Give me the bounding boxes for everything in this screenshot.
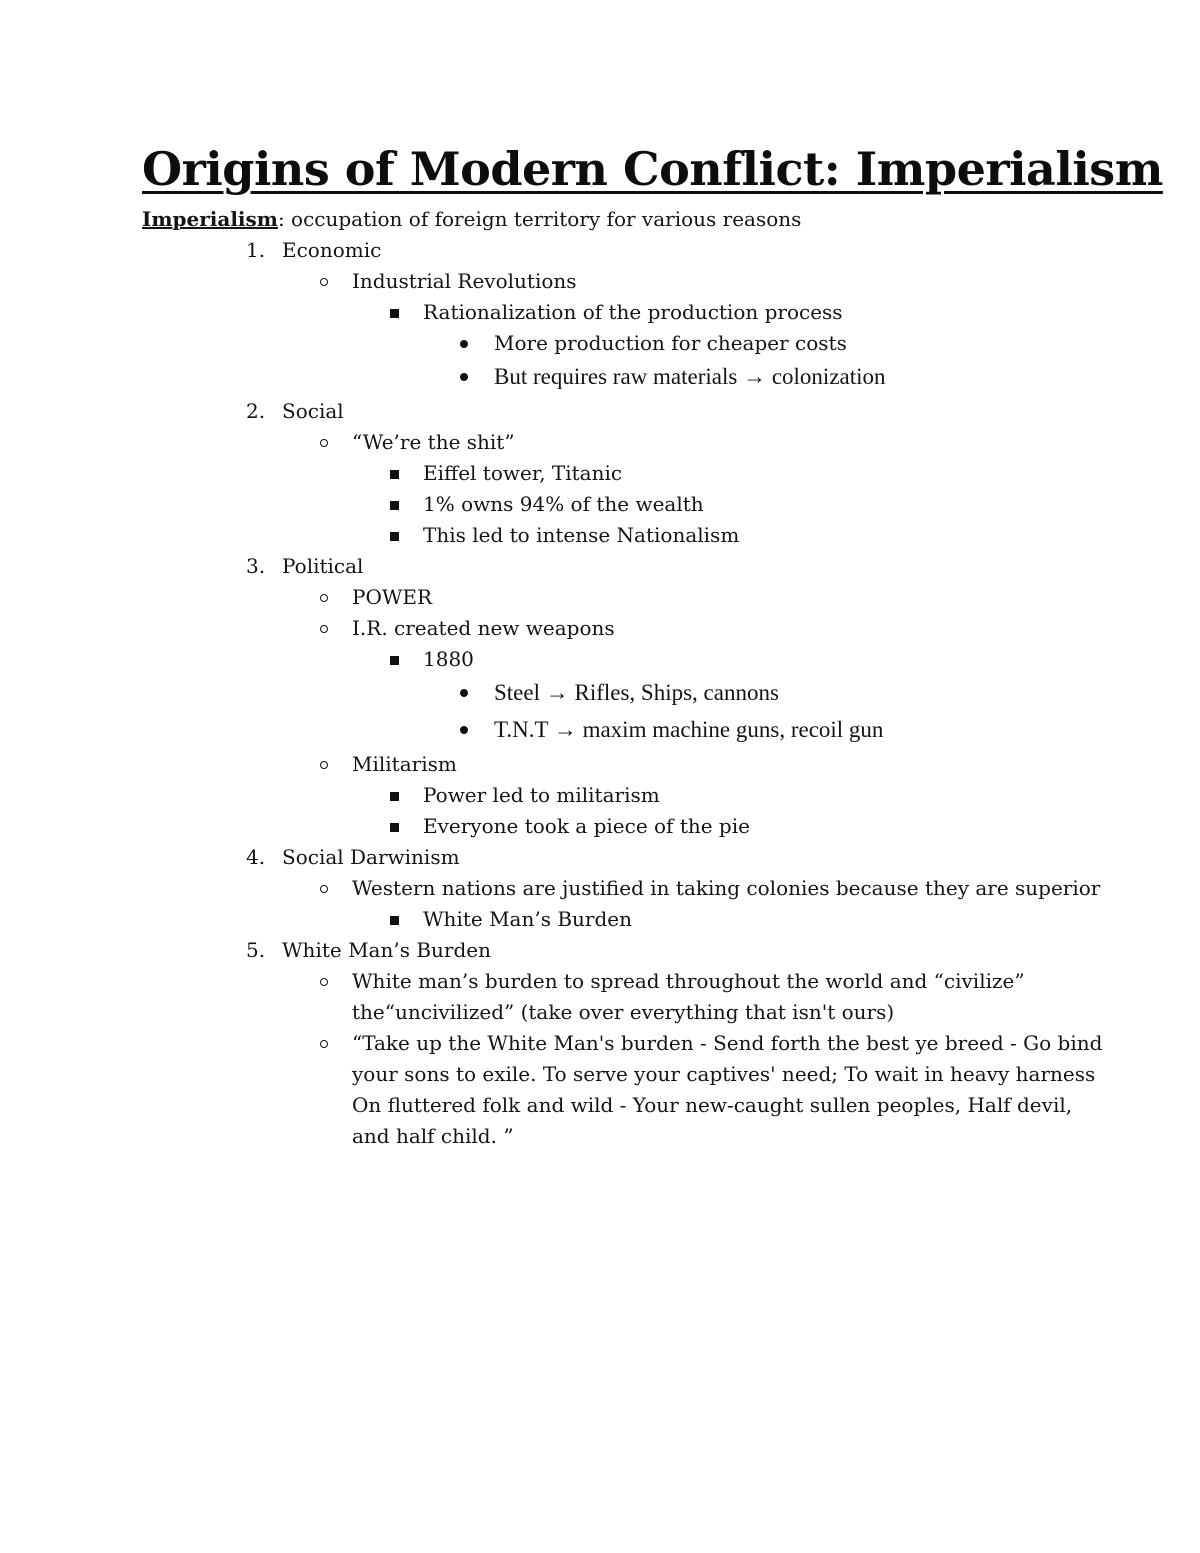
list-item: Eiffel tower, Titanic [423, 461, 623, 485]
section-number: 5. [246, 938, 266, 962]
section-number: 4. [246, 845, 266, 869]
square-bullet-icon [390, 501, 399, 510]
section-number: 1. [246, 238, 266, 262]
list-item: But requires raw materials → colonization [494, 364, 886, 389]
list-item: Steel → Rifles, Ships, cannons [494, 680, 779, 705]
list-item: Militarism [352, 752, 457, 776]
square-bullet-icon [390, 532, 399, 541]
hollow-circle-bullet-icon [320, 278, 328, 286]
definition-term: Imperialism [142, 207, 278, 231]
square-bullet-icon [390, 309, 399, 318]
list-item-line: your sons to exile. To serve your captives' need; To wait in heavy harness [352, 1062, 1096, 1086]
dot-bullet-icon [460, 373, 468, 381]
list-item: This led to intense Nationalism [423, 523, 740, 547]
hollow-circle-bullet-icon [320, 761, 328, 769]
list-item-line: and half child. ” [352, 1124, 514, 1148]
list-item: Rationalization of the production process [423, 300, 843, 324]
definition-text: : occupation of foreign territory for various reasons [277, 207, 802, 231]
list-item-line: On fluttered folk and wild - Your new-caught sullen peoples, Half devil, [352, 1093, 1073, 1117]
dot-bullet-icon [460, 340, 468, 348]
square-bullet-icon [390, 470, 399, 479]
list-item: “We’re the shit” [352, 430, 515, 454]
dot-bullet-icon [460, 689, 468, 697]
definition-line [142, 204, 801, 235]
list-item: I.R. created new weapons [352, 616, 615, 640]
list-item: Western nations are justified in taking colonies because they are superior [352, 876, 1101, 900]
list-item-line: White man’s burden to spread throughout the world and “civilize” [352, 969, 1025, 993]
section-heading-social-darwinism: Social Darwinism [282, 845, 460, 869]
list-item: White Man’s Burden [423, 907, 632, 931]
list-item: POWER [352, 585, 433, 609]
section-heading-political: Political [282, 554, 364, 578]
list-item: Power led to militarism [423, 783, 660, 807]
page-title: Origins of Modern Conflict: Imperialism [142, 142, 1163, 196]
list-item: 1% owns 94% of the wealth [423, 492, 704, 516]
section-heading-white-mans-burden: White Man’s Burden [282, 938, 491, 962]
hollow-circle-bullet-icon [320, 439, 328, 447]
list-item-line: “Take up the White Man's burden - Send forth the best ye breed - Go bind [352, 1031, 1103, 1055]
list-item-line: the“uncivilized” (take over everything that isn't ours) [352, 1000, 895, 1024]
square-bullet-icon [390, 916, 399, 925]
list-item: 1880 [423, 647, 474, 671]
list-item: Industrial Revolutions [352, 269, 577, 293]
hollow-circle-bullet-icon [320, 594, 328, 602]
section-heading-social: Social [282, 399, 344, 423]
list-item: More production for cheaper costs [494, 331, 847, 355]
dot-bullet-icon [460, 726, 468, 734]
square-bullet-icon [390, 792, 399, 801]
section-number: 2. [246, 399, 266, 423]
list-item: Everyone took a piece of the pie [423, 814, 750, 838]
square-bullet-icon [390, 656, 399, 665]
list-item: T.N.T → maxim machine guns, recoil gun [494, 717, 884, 742]
hollow-circle-bullet-icon [320, 885, 328, 893]
hollow-circle-bullet-icon [320, 625, 328, 633]
hollow-circle-bullet-icon [320, 1040, 328, 1048]
section-number: 3. [246, 554, 266, 578]
square-bullet-icon [390, 823, 399, 832]
hollow-circle-bullet-icon [320, 978, 328, 986]
section-heading-economic: Economic [282, 238, 382, 262]
